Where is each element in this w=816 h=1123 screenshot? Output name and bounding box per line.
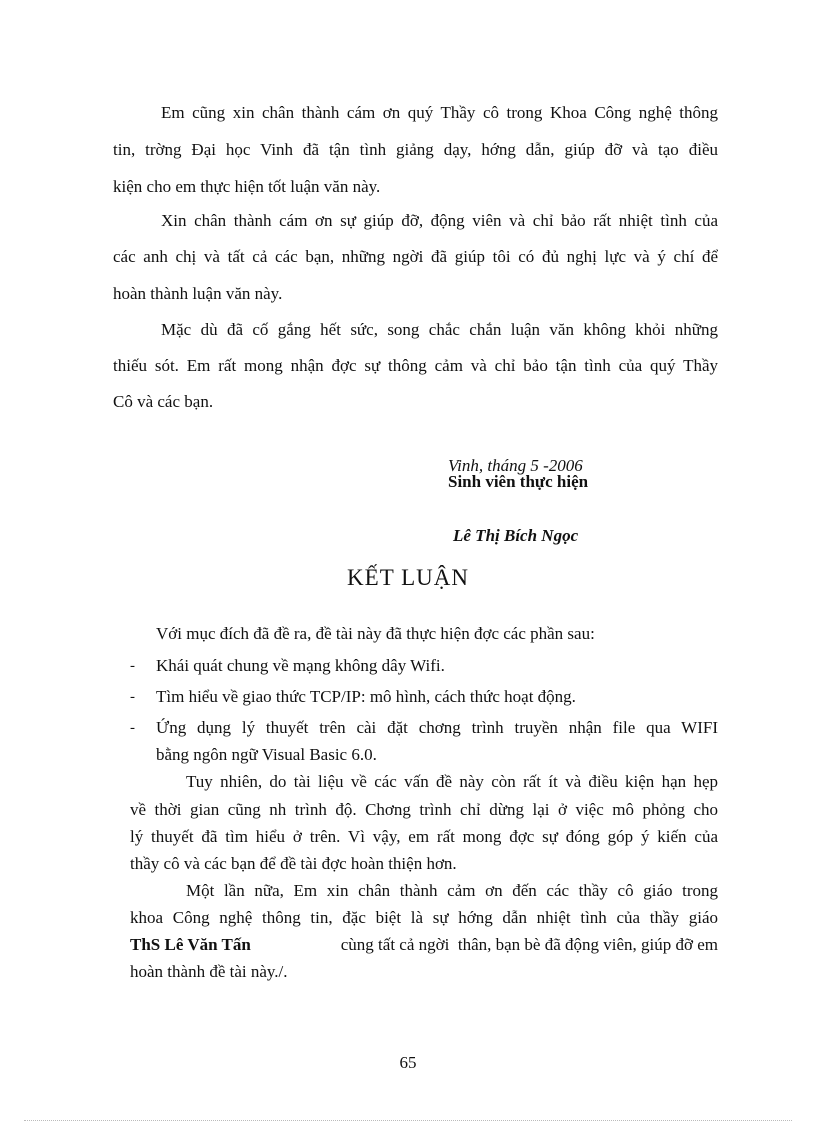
conclusion-para2-line3-rest: cùng tất cả ngời thân, bạn bè đã động viên, giúp đỡ em (336, 935, 718, 954)
conclusion-intro: Với mục đích đã đề ra, đề tài này đã thực hiện đợc các phần sau: (156, 624, 595, 643)
signature-role: Sinh viên thực hiện (448, 472, 589, 491)
ack-para1-line2: tin, trờng Đại học Vinh đã tận tình giảng dạy, hớng dẫn, giúp đỡ và tạo điều (113, 140, 718, 159)
conclusion-para2-line4: hoàn thành đề tài này./. (130, 962, 288, 981)
bullet-item-continuation: bằng ngôn ngữ Visual Basic 6.0. (156, 745, 377, 764)
bullet-marker: - (130, 658, 135, 674)
ack-para1-line1: Em cũng xin chân thành cám ơn quý Thầy cô trong Khoa Công nghệ thông (161, 103, 718, 122)
page-bottom-divider (24, 1120, 792, 1121)
conclusion-title: KẾT LUẬN (347, 565, 469, 590)
bullet-item: Ứng dụng lý thuyết trên cài đặt chơng trình truyền nhận file qua WIFI (156, 718, 718, 737)
conclusion-para1-line1: Tuy nhiên, do tài liệu về các vấn đề này còn rất ít và điều kiện hạn hẹp (186, 772, 718, 791)
conclusion-para2-line2: khoa Công nghệ thông tin, đặc biệt là sự hớng dẫn nhiệt tình của thầy giáo (130, 908, 718, 927)
ack-para2-line3: hoàn thành luận văn này. (113, 284, 283, 303)
ack-para1-line3: kiện cho em thực hiện tốt luận văn này. (113, 177, 381, 196)
page-number: 65 (399, 1053, 417, 1072)
ack-para2-line1: Xin chân thành cám ơn sự giúp đỡ, động viên và chỉ bảo rất nhiệt tình của (161, 211, 718, 230)
bullet-marker: - (130, 689, 135, 705)
bullet-item: Tìm hiểu về giao thức TCP/IP: mô hình, cách thức hoạt động. (156, 687, 576, 706)
conclusion-para1-line4: thầy cô và các bạn để đề tài đợc hoàn thiện hơn. (130, 854, 457, 873)
ack-para3-line1: Mặc dù đã cố gắng hết sức, song chắc chắn luận văn không khỏi những (161, 320, 718, 339)
conclusion-para1-line3: lý thuyết đã tìm hiểu ở trên. Vì vậy, em rất mong đợc sự đóng góp ý kiến của (130, 827, 718, 846)
conclusion-para2-line3 (130, 935, 718, 955)
ack-para3-line3: Cô và các bạn. (113, 392, 214, 411)
signature-name: Lê Thị Bích Ngọc (453, 526, 579, 545)
ack-para2-line2: các anh chị và tất cả các bạn, những ngời đã giúp tôi có đủ nghị lực và ý chí để (113, 247, 718, 266)
bullet-item: Khái quát chung về mạng không dây Wifi. (156, 656, 445, 675)
advisor-name: ThS Lê Văn Tấn (130, 935, 251, 954)
bullet-marker: - (130, 720, 135, 736)
ack-para3-line2: thiếu sót. Em rất mong nhận đợc sự thông cảm và chỉ bảo tận tình của quý Thầy (113, 356, 718, 375)
conclusion-para1-line2: về thời gian cũng nh trình độ. Chơng trình chỉ dừng lại ở việc mô phỏng cho (130, 800, 718, 819)
signature-place-date: Vinh, tháng 5 -2006 (448, 456, 583, 475)
conclusion-para2-line1: Một lần nữa, Em xin chân thành cảm ơn đến các thầy cô giáo trong (186, 881, 718, 900)
